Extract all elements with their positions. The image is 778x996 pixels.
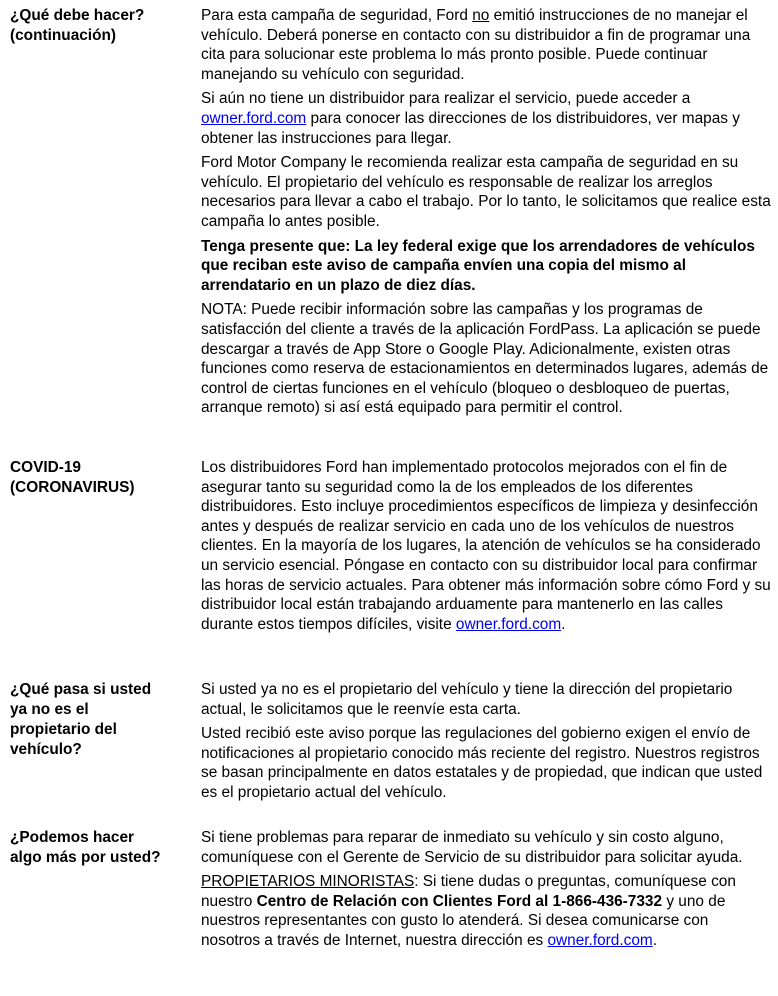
owner-ford-link[interactable]: owner.ford.com — [201, 109, 307, 127]
heading-line: vehículo? — [10, 741, 82, 758]
paragraph: Si usted ya no es el propietario del vehículo y tiene la dirección del propietario actual, le solicitamos que le reenvíe esta carta. — [201, 681, 733, 718]
heading-line: (CORONAVIRUS) — [10, 479, 135, 496]
heading-line: ¿Podemos hacer — [10, 829, 135, 846]
federal-law-notice: Tenga presente que: La ley federal exige que los arrendadores de vehículos que reciban este aviso de campaña envíen una copia del mismo al arrendatario en un plazo de diez días. — [201, 237, 755, 294]
owner-ford-link[interactable]: owner.ford.com — [547, 931, 653, 949]
heading-line: algo más por usted? — [10, 849, 161, 866]
section-body — [201, 458, 771, 639]
text: . — [652, 931, 657, 949]
heading-line: ya no es el — [10, 701, 89, 718]
section-heading — [10, 828, 190, 868]
section-body — [201, 6, 771, 423]
paragraph: Ford Motor Company le recomienda realizar esta campaña de seguridad en su vehículo. El propietario del vehículo es responsable de realizar los arreglos necesarios para llevar a cabo el trabajo. Por lo tanto, le solicitamos que realice esta campaña lo antes posible. — [201, 154, 771, 230]
text: y uno de nuestros representantes con gusto lo atenderá. Si desea comunicarse con nosotros a través de Internet, nuestra dirección es — [201, 892, 726, 949]
paragraph — [201, 872, 771, 950]
heading-line: propietario del — [10, 721, 117, 738]
paragraph — [201, 89, 771, 148]
section-body — [201, 680, 771, 808]
heading-line: ¿Qué debe hacer? — [10, 7, 145, 24]
fordpass-note: NOTA: Puede recibir información sobre las campañas y los programas de satisfacción del cliente a través de la aplicación FordPass. La aplicación se puede descargar a través de App Store o Google Play. Adicionalmente, existen otras funciones como reserva de estacionamientos en determinados lugares, además de control de ciertas funciones en el vehículo (bloqueo o desbloqueo de puertas, arranque remoto) si así está equipado para permitir el control. — [201, 301, 769, 417]
paragraph — [201, 458, 771, 634]
text: Los distribuidores Ford han implementado protocolos mejorados con el fin de asegurar tanto su seguridad como la de los empleados de los diferentes distribuidores. Esto incluye procedimientos específicos de limpieza y desinfección antes y después de realizar servicio en cada uno de los vehículos de nuestros clientes. En la mayoría de los lugares, la atención de vehículos se ha considerado un servicio esencial. Póngase en contacto con su distribuidor local para confirmar las horas de servicio actuales. Para obtener más información sobre cómo Ford y su distribuidor local están trabajando arduamente para mantenerlo en las calles durante estos tiempos difíciles, visite — [201, 459, 771, 633]
text: : Si tiene dudas o preguntas, comuníquese con nuestro — [201, 873, 736, 910]
heading-line: (continuación) — [10, 27, 117, 44]
retail-owners-label: PROPIETARIOS MINORISTAS — [201, 873, 415, 891]
paragraph — [201, 6, 771, 84]
text: . — [561, 615, 566, 633]
owner-ford-link[interactable]: owner.ford.com — [455, 615, 562, 633]
text: Si aún no tiene un distribuidor para realizar el servicio, puede acceder a — [201, 90, 691, 108]
paragraph: Si tiene problemas para reparar de inmediato su vehículo y sin costo alguno, comuníquese con el Gerente de Servicio de su distribuidor para solicitar ayuda. — [201, 829, 743, 866]
customer-center-phone: Centro de Relación con Clientes Ford al 1-866-436-7332 — [256, 892, 663, 910]
heading-line: COVID-19 — [10, 459, 81, 476]
text: Para esta campaña de seguridad, Ford — [201, 7, 473, 24]
section-heading — [10, 680, 190, 760]
text: emitió instrucciones de no manejar el vehículo. Deberá ponerse en contacto con su distribuidor a fin de programar una cita para solucionar este problema lo más pronto posible. Puede continuar manejando su vehículo con seguridad. — [201, 7, 751, 83]
section-heading — [10, 458, 190, 498]
section-heading — [10, 6, 190, 46]
paragraph: Usted recibió este aviso porque las regulaciones del gobierno exigen el envío de notificaciones al propietario conocido más reciente del registro. Nuestros registros se basan principalmente en datos estatales y de propiedad, que indican que usted es el propietario actual del vehículo. — [201, 725, 763, 801]
underlined-text: no — [472, 7, 490, 24]
section-body — [201, 828, 771, 956]
heading-line: ¿Qué pasa si usted — [10, 681, 152, 698]
text: para conocer las direcciones de los distribuidores, ver mapas y obtener las instrucciones para llegar. — [201, 109, 740, 147]
